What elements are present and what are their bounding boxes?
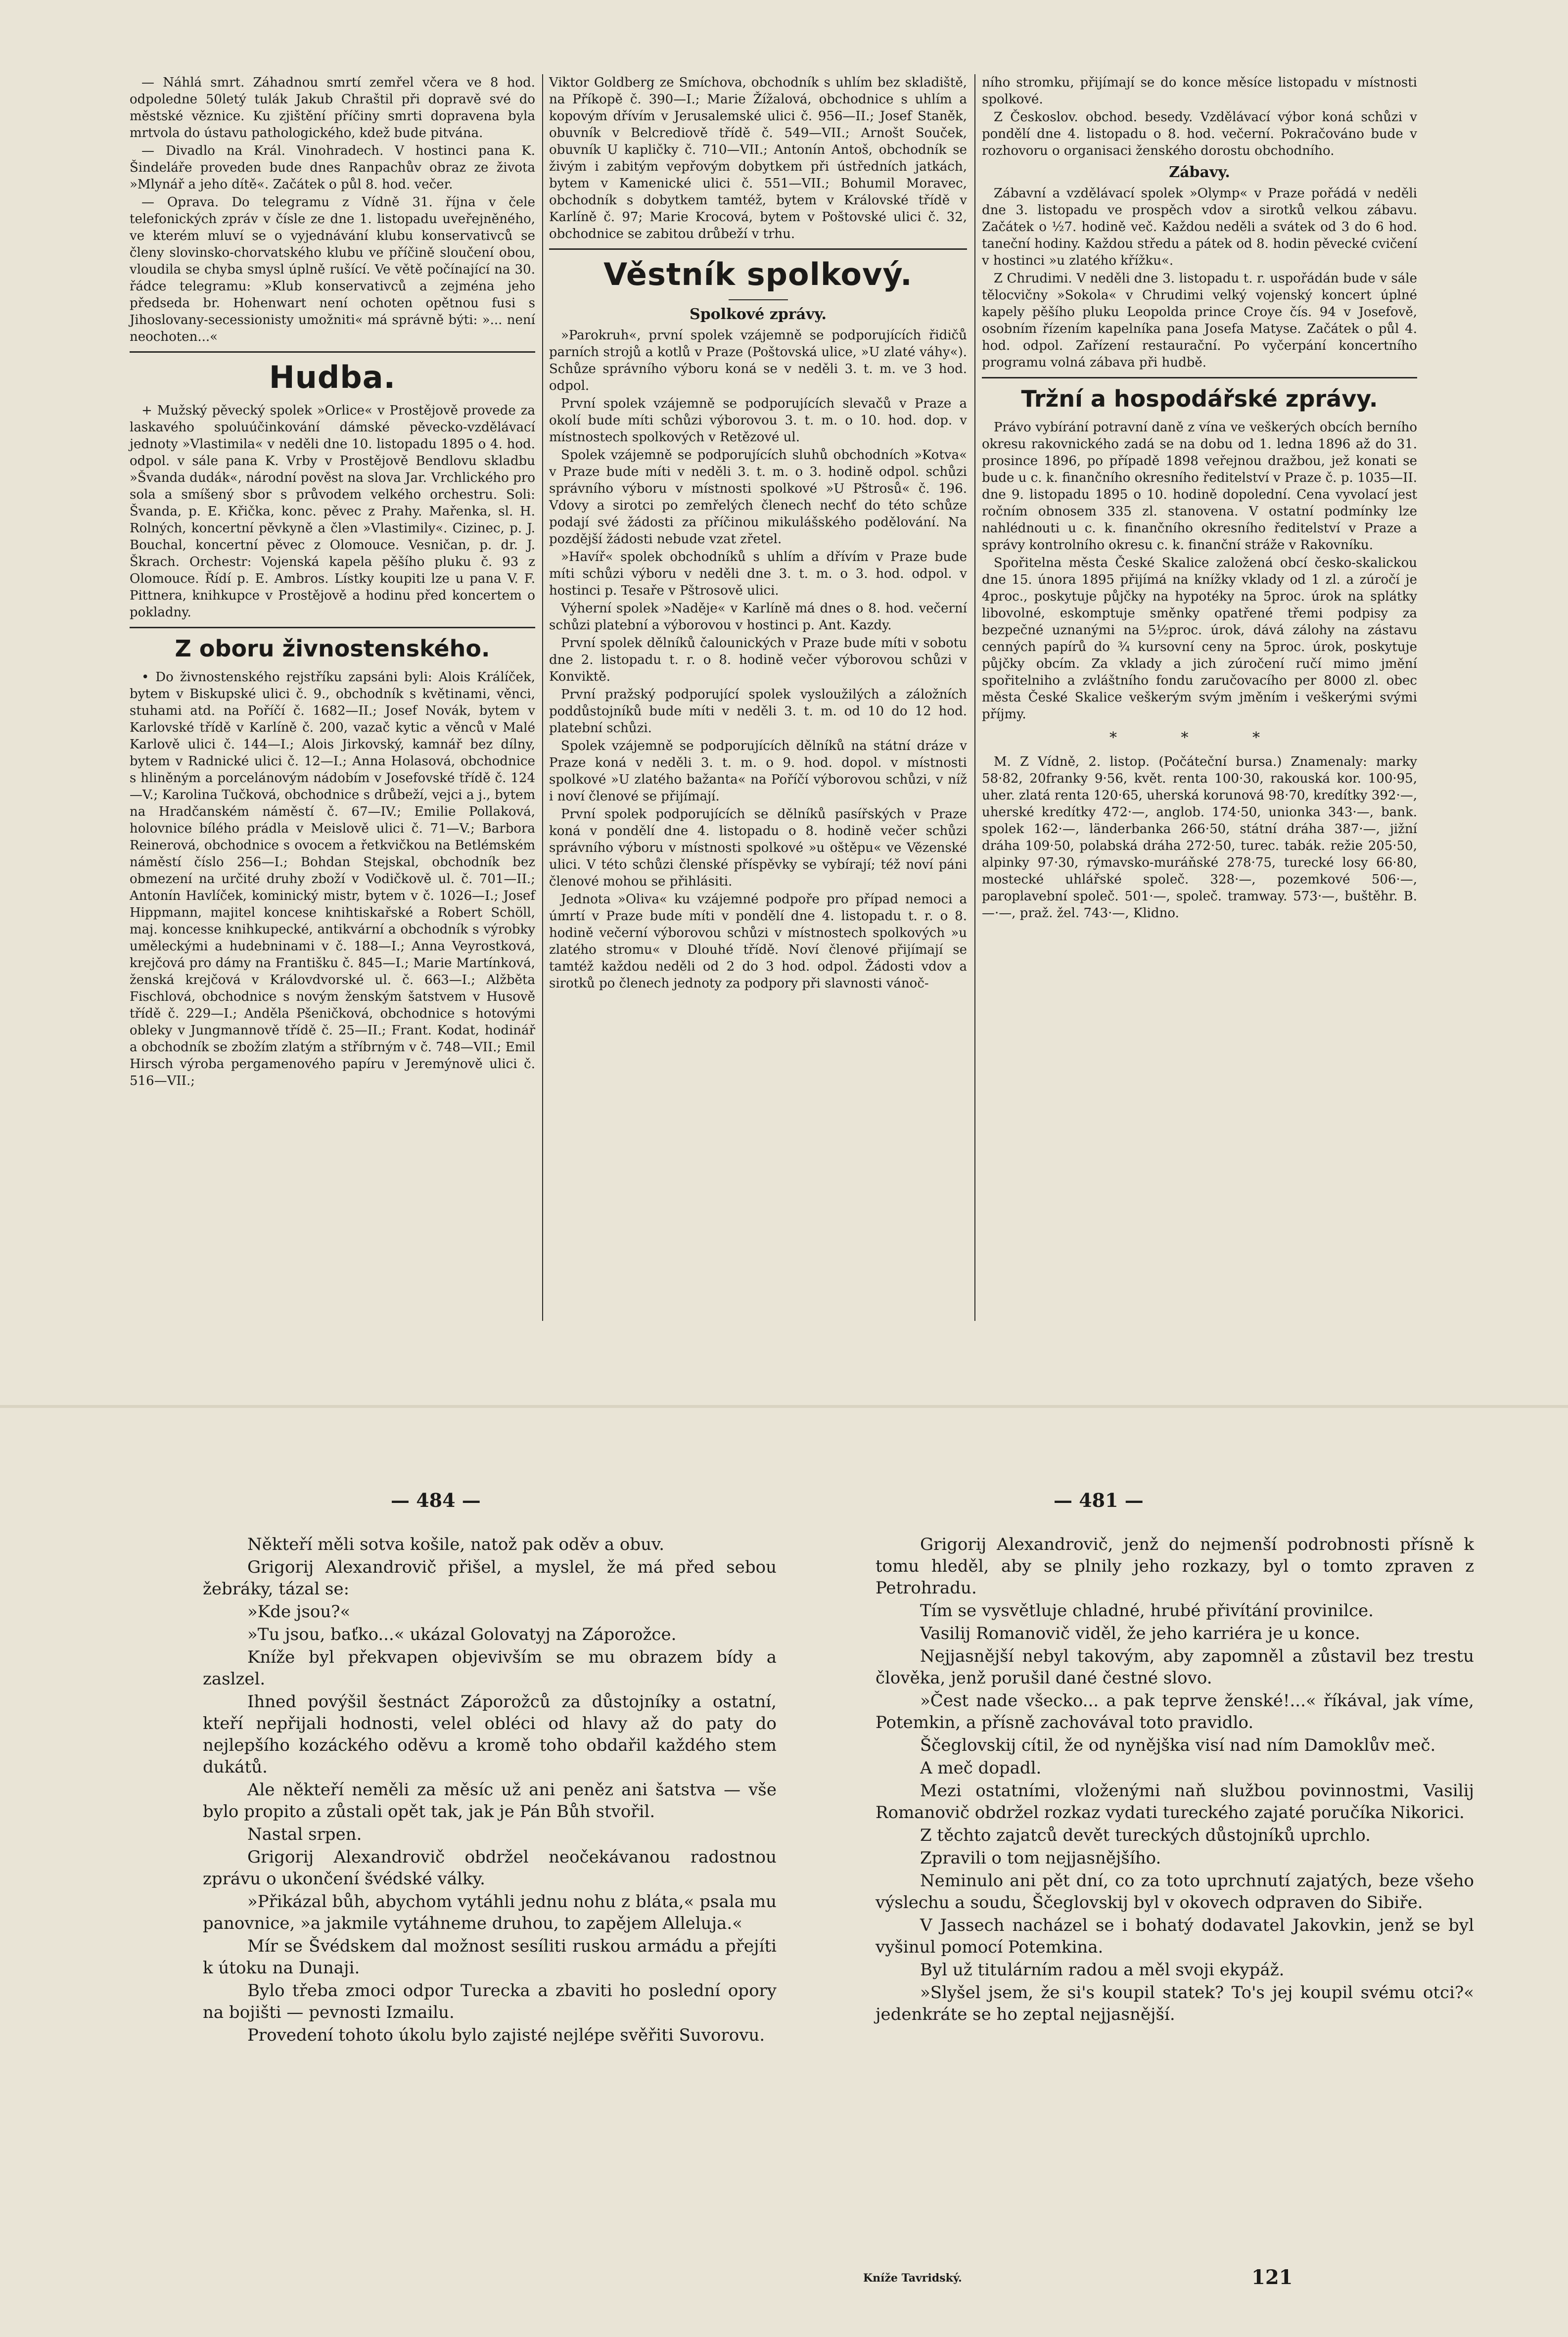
column-divider <box>542 74 543 1321</box>
news-item: ního stromku, přijímají se do konce měsíce listopadu v místnosti spolkové. <box>982 75 1417 107</box>
section-divider <box>982 377 1417 378</box>
paragraph: Někteří měli sotva košile, natož pak oděv a obuv. <box>247 1535 665 1554</box>
news-item: Výherní spolek »Naděje« v Karlíně má dnes o 8. hod. večerní schůzi platební a výborovou v hostinci p. Ant. Kazdy. <box>549 601 967 633</box>
column-left <box>130 74 535 1090</box>
section-divider <box>130 627 535 628</box>
section-divider <box>549 248 967 250</box>
paragraph: Ščeglovskij cítil, že od nynějška visí nad ním Damoklův meč. <box>920 1735 1436 1755</box>
news-item: První pražský podporující spolek vysloužilých a záložních poddůstojníků bude míti v neděli 3. t. m. od 10 do 12 hod. platební schůzi. <box>549 687 967 736</box>
paragraph: Grigorij Alexandrovič obdržel neočekávanou radostnou zprávu o ukončení švédské války. <box>203 1847 777 1889</box>
news-item: »Parokruh«, první spolek vzájemně se podporujících řidičů parních strojů a kotlů v Praze (Poštovská ulice, »U zlaté váhy«). Schůze správního výboru koná se v neděli 3. t. m. ve 3 hod. odpol. <box>549 328 967 393</box>
news-item: Zábavní a vzdělávací spolek »Olymp« v Praze pořádá v neděli dne 3. listopadu ve prospěch vdov a sirotků velkou zábavu. Začátek o ½7. hodině več. Každou neděli a svátek od 3 do 6 hod. taneční hodiny. Každou středu a pátek od 8. hodin pěvecké cvičení v hostinci »u zlatého křížku«. <box>982 186 1417 268</box>
news-item: První spolek dělníků čalounických v Praze bude míti v sobotu dne 2. listopadu t. r. o 8. hodině večer výborovou schůzi v Konviktě. <box>549 636 967 684</box>
divider <box>729 299 788 300</box>
paragraph: Grigorij Alexandrovič, jenž do nejmenší podrobnosti přísně k tomu hleděl, aby se plnily jeho rozkazy, byl o tomto zpraven z Petrohradu. <box>876 1535 1474 1598</box>
paragraph: »Slyšel jsem, že si's koupil statek? To's jej koupil svému otci?« jedenkráte se ho zeptal nejjasnější. <box>876 1983 1474 2024</box>
section-title-obor: Z oboru živnostenského. <box>175 635 490 662</box>
section-subtitle: Spolkové zprávy. <box>690 306 827 323</box>
section-title-zabavy: Zábavy. <box>1169 164 1230 181</box>
stars-separator: * * * <box>1109 729 1290 747</box>
paragraph: Z těchto zajatců devět tureckých důstojníků uprchlo. <box>920 1825 1371 1845</box>
section-title-vestnik: Věstník spolkový. <box>603 256 913 292</box>
news-item: Z Českoslov. obchod. besedy. Vzdělávací výbor koná schůzi v pondělí dne 4. listopadu o 8. hod. večerní. Pokračováno bude v rozhovoru o organisaci ženského dorostu obchodního. <box>982 110 1417 158</box>
paragraph: Kníže byl překvapen objevivším se mu obrazem bídy a zaslzel. <box>203 1647 777 1689</box>
paragraph: Byl už titulárním radou a měl svoji ekypáž. <box>920 1960 1285 1980</box>
paragraph: A meč dopadl. <box>920 1758 1042 1778</box>
section-title-hudba: Hudba. <box>269 359 396 395</box>
column-middle <box>549 74 967 993</box>
news-item: — Náhlá smrt. Záhadnou smrtí zemřel včera ve 8 hod. odpoledne 50letý tulák Jakub Chraštil při dopravě své do městské věznice. Ku zjištění příčiny smrti dopravena byla mrtvola do ústavu pathologického, kdež bude pitvána. <box>130 75 535 140</box>
paragraph: Grigorij Alexandrovič přišel, a myslel, že má před sebou žebráky, tázal se: <box>203 1557 777 1599</box>
column-right <box>982 74 1417 923</box>
news-item: »Havíř« spolek obchodníků s uhlím a dřívím v Praze bude míti schůzi výboru v neděli dne 3. t. m. o 3. hod. odpol. v hostinci p. Tesaře v Pštrosově ulici. <box>549 550 967 598</box>
section-title-trzni: Tržní a hospodářské zprávy. <box>1021 385 1378 412</box>
news-item: — Oprava. Do telegramu z Vídně 31. října v čele telefonických zpráv v čísle ze dne 1. listopadu uveřejněného, ve kterém mluví se o vyjednávání klubu konservativců se členy slovinsko-chorvatského klubu ve příčině sloučení obou, vloudila se chyba smysl úplně rušící. Ve větě počínající na 30. řádce telegramu: »Klub konservativců a zejména jeho předseda br. Hohenwart není ochoten opětnou fusi s Jihoslovany-secessionisty umožniti« má správně býti: »... není neochoten...« <box>130 195 535 344</box>
news-item: Z Chrudimi. V neděli dne 3. listopadu t. r. uspořádán bude v sále tělocvičny »Sokola« v Chrudimi velký vojenský koncert úplné kapely pěšího pluku Leopolda prince Croye čís. 94 v Josefově, osobním řízením kapelníka pana Josefa Matyse. Začátek o půl 4. hod. odpol. Zařízení restaurační. Po vyčerpání koncertního programu volná zábava při hudbě. <box>982 271 1417 370</box>
news-item: Spolek vzájemně se podporujících dělníků na státní dráze v Praze koná v neděli 3. t. m. o 9. hod. dopol. v místnosti spolkové »U zlatého bažanta« na Poříčí výborovou schůzi, v níž i noví členové se přijímají. <box>549 739 967 804</box>
paragraph: Nastal srpen. <box>247 1824 362 1844</box>
page-number-right: — 481 — <box>1054 1489 1144 1511</box>
paragraph: Ihned povýšil šestnáct Záporožců za důstojníky a ostatní, kteří nepřijali hodnosti, velel obléci od hlavy až do paty do nejlepšího kozáckého oděvu a kromě toho obdařil každého stem dukátů. <box>203 1692 777 1777</box>
paragraph: Zpravili o tom nejjasnějšího. <box>920 1848 1161 1868</box>
news-item: První spolek podporujících se dělníků pasířských v Praze koná v pondělí dne 4. listopadu o 8. hodině večer schůzi správního výboru v místnosti spolkové »u oštěpu« ve Vězenské ulici. V této schůzi členské příspěvky se vybírají; též noví páni členové mohou se přihlásiti. <box>549 807 967 889</box>
news-item: Jednota »Oliva« ku vzájemné podpoře pro případ nemoci a úmrtí v Praze bude míti v pondělí dne 4. listopadu t. r. o 8. hodině večerní výborovou schůzi v místnostech spolkových »u zlatého stromu« v Dlouhé třídě. Noví členové přijímají se tamtéž každou neděli od 2 do 3 hod. odpol. Žádosti vdov a sirotků po členech jednoty za podpory při slavnosti vánoč- <box>549 892 967 991</box>
page-number-left: — 484 — <box>391 1489 481 1511</box>
paragraph: Provedení tohoto úkolu bylo zajisté nejlépe svěřiti Suvorovu. <box>247 2025 765 2045</box>
news-item: Spořitelna města České Skalice založená obcí česko-skalickou dne 15. února 1895 přijímá na knížky vklady od 1 zl. a zúročí je 4proc., poskytuje půjčky na hypotéky na 5proc. úrok na splátky libovolné, eskomptuje směnky opatřené třemi podpisy za bezpečné uznanými na 5½proc. úrok, dává zálohy na zástavu cenných papírů do ¾ kursovní ceny na 5proc. úrok, poskytuje půjčky obcím. Za vklady a jich zúročení ručí mimo jmění spořitelniho a zvláštního fondu zaručovacího per 8000 zl. obec města České Skalice veškerým svým jměním i veškerými svými příjmy. <box>982 556 1417 722</box>
paragraph: »Tu jsou, baťko...« ukázal Golovatyj na Záporožce. <box>247 1625 677 1644</box>
paragraph: Mír se Švédskem dal možnost sesíliti ruskou armádu a přejíti k útoku na Dunaji. <box>203 1936 777 1978</box>
paragraph: »Čest nade všecko... a pak teprve ženské!...« říkával, jak víme, Potemkin, a přísně zachovával toto pravidlo. <box>876 1691 1474 1732</box>
paragraph: Ale někteří neměli za měsíc už ani peněz ani šatstva — vše bylo propito a zůstali opět tak, jak je Pán Bůh stvořil. <box>203 1780 777 1822</box>
news-item: První spolek vzájemně se podporujících slevačů v Praze a okolí bude míti schůzi výborovou 3. t. m. o 10. hod. dop. v místnostech spolkových v Retězové ul. <box>549 396 967 445</box>
fold-line <box>0 1405 1568 1408</box>
news-item: M. Z Vídně, 2. listop. (Počáteční bursa.) Znamenaly: marky 58·82, 20franky 9·56, květ. renta 100·30, rakouská kor. 100·95, uher. zlatá renta 120·65, uherská korunová 98·70, kredítky 392·—, uherské kredítky 472·—, anglob. 174·50, unionka 343·—, bank. spolek 162·—, länderbanka 266·50, státní dráha 387·—, jižní dráha 109·50, polabská dráha 272·50, turec. tabák. režie 205·50, alpinky 97·30, rýmavsko-muráňské 278·75, turecké losy 66·80, mostecké uhlářské společ. 328·—, pozemkové 506·—, paroplavební společ. 501·—, společ. tramway. 573·—, buštěhr. B. —·—, praž. žel. 743·—, Klidno. <box>982 754 1417 921</box>
paragraph: V Jassech nacházel se i bohatý dodavatel Jakovkin, jenž se byl vyšinul pomocí Potemkina. <box>876 1916 1474 1957</box>
folio-number: 121 <box>1251 2266 1293 2289</box>
paragraph: Vasilij Romanovič viděl, že jeho karriéra je u konce. <box>920 1624 1360 1643</box>
paragraph: Bylo třeba zmoci odpor Turecka a zbaviti ho poslední opory na bojišti — pevnosti Izmailu. <box>203 1981 777 2022</box>
book-page-right <box>876 1534 1474 2026</box>
paragraph: »Kde jsou?« <box>247 1602 351 1622</box>
section-divider <box>130 351 535 353</box>
paragraph: Mezi ostatními, vloženými naň službou povinnostmi, Vasilij Romanovič obdržel rozkaz vydati tureckého zajaté poručíka Nikorici. <box>876 1781 1474 1823</box>
news-item: — Divadlo na Král. Vinohradech. V hostinci pana K. Šindeláře proveden bude dnes Ranpachův obraz ze života »Mlynář a jeho dítě«. Začátek o půl 8. hod. večer. <box>130 143 535 192</box>
paragraph: »Přikázal bůh, abychom vytáhli jednu nohu z bláta,« psala mu panovnice, »a jakmile vytáhneme druhou, to zapějem Alleluja.« <box>203 1892 777 1933</box>
news-item: + Mužský pěvecký spolek »Orlice« v Prostějově provede za laskavého spoluúčinkování dámské pěvecko-vzdělávací jednoty »Vlastimila« v neděli dne 10. listopadu 1895 o 4. hod. odpol. v sále pana K. Vrby v Prostějově Bendlovu skladbu »Švanda dudák«, národní pověst na slova Jar. Vrchlického pro sola a smíšený sbor s průvodem velkého orchestru. Soli: Švanda, p. E. Křička, konc. pěvec z Prahy. Mařenka, sl. H. Rolných, koncertní pěvkyně a člen »Vlastimily«. Cizinec, p. J. Bouchal, koncertní pěvec z Olomouce. Vesničan, p. dr. J. Škrach. Orchestr: Vojenská kapela pěšího pluku č. 93 z Olomouce. Řídí p. E. Ambros. Lístky koupiti lze u pana V. F. Pittnera, knihkupce v Prostějově a hodinu před koncertem o pokladny. <box>130 403 535 620</box>
news-item: Spolek vzájemně se podporujících sluhů obchodních »Kotva« v Praze bude míti v neděli 3. t. m. o 3. hodině odpol. schůzi správního výboru v místnosti spolkové »U Pštrosů« č. 196. Vdovy a sirotci po zemřelých členech nechť do této schůze podají své žádosti za příčinou mikulášského podělování. Na pozdější žádosti nebude vzat zřetel. <box>549 448 967 547</box>
news-item: Viktor Goldberg ze Smíchova, obchodník s uhlím bez skladiště, na Příkopě č. 390—I.; Marie Žížalová, obchodnice s uhlím a kopovým dřívím v Jerusalemské ulici č. 956—II.; Josef Staněk, obuvník v Belcrediově třídě č. 549—VII.; Arnošt Souček, obuvník U kapličky č. 710—VII.; Antonín Antoš, obchodník se živým i zabitým vepřovým dobytkem při ústředních jatkách, bytem v Kamenické ulici č. 551—VII.; Bohumil Moravec, obchodník s dobytkem tamtéž, bytem v Královské třídě v Karlíně č. 97; Marie Krocová, bytem v Poštovské ulici č. 32, obchodnice se zabitou drůbeží v trhu. <box>549 75 967 241</box>
news-item: Právo vybírání potravní daně z vína ve veškerých obcích berního okresu rakovnického zadá se na dobu od 1. ledna 1896 až do 31. prosince 1896, po případě 1898 veřejnou dražbou, jež konati se bude u c. k. finančního okresního ředitelství v Praze č. p. 1035—II. dne 9. listopadu 1895 o 10. hodině dopolední. Cena vyvolací jest ročním obnosem 335 zl. stanovena. V ostatní podmínky lze nahlédnouti u c. k. finančního okresního ředitelství v Praze a správy kontrolního okresu c. k. finanční stráže v Rakovníku. <box>982 420 1417 553</box>
book-credit: Kníže Tavridský. <box>863 2272 962 2285</box>
paragraph: Neminulo ani pět dní, co za toto uprchnutí zajatých, beze všeho výslechu a soudu, Ščeglovskij byl v okovech odpraven do Sibiře. <box>876 1871 1474 1913</box>
column-divider <box>974 74 975 1321</box>
paragraph: Nejjasnější nebyl takovým, aby zapomněl a zůstavil bez trestu člověka, jenž porušil dané čestné slovo. <box>876 1646 1474 1688</box>
news-item: • Do živnostenského rejstříku zapsáni byli: Alois Králíček, bytem v Biskupské ulici č. 9., obchodník s květinami, věnci, stuhami atd. na Poříčí č. 1682—II.; Josef Novák, bytem v Karlovské třídě v Karlíně č. 200, vazač kytic a věnců v Malé Karlově ulici č. 144—I.; Alois Jirkovský, kamnář bez dílny, bytem v Radnické ulici č. 12—I.; Anna Holasová, obchodnice s hliněným a porcelánovým nádobím v Josefovské třídě č. 124—V.; Karolina Tučková, obchodnice s drůbeží, vejci a j., bytem na Hradčanském náměstí č. 67—IV.; Emilie Pollaková, holovnice bílého prádla v Meislově ulici č. 71—V.; Barbora Reinerová, obchodnice s ovocem a řetkvičkou na Betlémském náměstí číslo 256—I.; Bohdan Stejskal, obchodník bez obmezení na určité druhy zboží v Vodičkově ul. č. 701—II.; Antonín Havlíček, kominický mistr, bytem v č. 1026—I.; Josef Hippmann, majitel koncese knihtiskařské a Robert Schöll, maj. koncesse knihkupecké, antikvární a obchodník s výrobky uměleckými a hudebninami v č. 188—I.; Anna Veyrostková, krejčová pro dámy na Františku č. 845—I.; Marie Martínková, ženská krejčová v Královdvorské ul. č. 663—I.; Alžběta Fischlová, obchodnice s novým ženským šatstvem v Husově třídě č. 229—I.; Anděla Pšeničková, obchodnice s hotovými obleky v Jungmannově třídě č. 25—II.; Frant. Kodat, hodinář a obchodník se zbožím zlatým a stříbrným v č. 748—VII.; Emil Hirsch výroba pergamenového papíru v Jeremýnově ulici č. 516—VII.; <box>130 670 535 1088</box>
book-page-left <box>203 1534 777 2047</box>
paragraph: Tím se vysvětluje chladné, hrubé přivítání provinilce. <box>920 1601 1374 1621</box>
